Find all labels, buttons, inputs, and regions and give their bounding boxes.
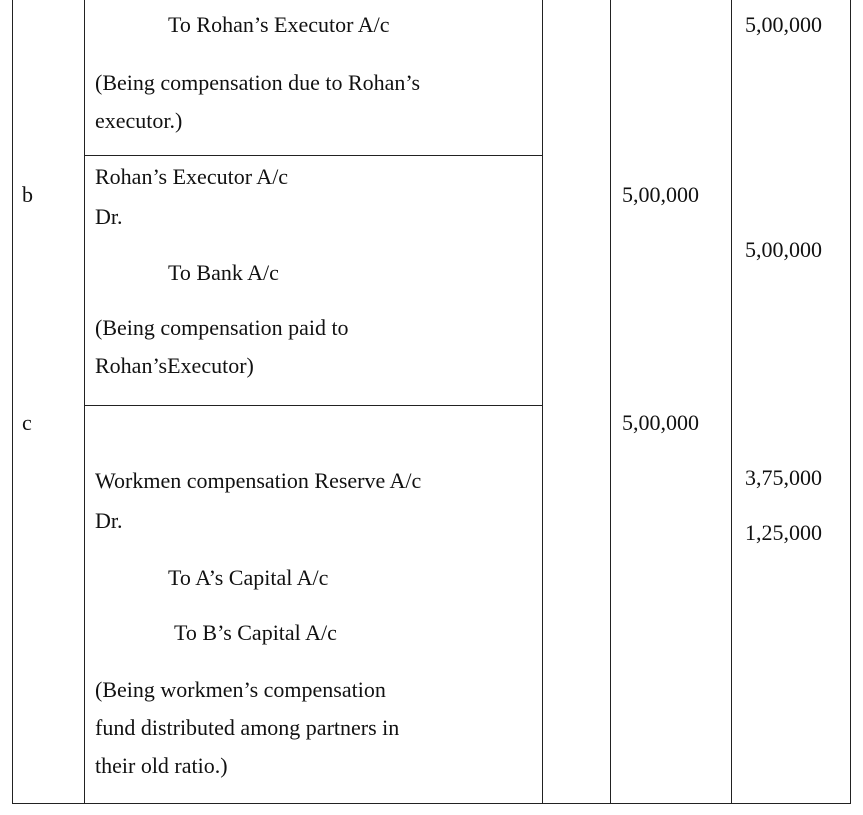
entry-label: c bbox=[22, 410, 32, 435]
credit-amount: 5,00,000 bbox=[745, 237, 822, 262]
entry-divider-1 bbox=[84, 155, 543, 156]
credit-amount: 3,75,000 bbox=[745, 465, 822, 490]
entry-label: b bbox=[22, 182, 33, 207]
entry-credit-line: To B’s Capital A/c bbox=[174, 620, 337, 645]
entry-credit-line: To Rohan’s Executor A/c bbox=[168, 12, 390, 37]
column-divider-label bbox=[84, 0, 85, 804]
entry-narration-line: their old ratio.) bbox=[95, 753, 228, 778]
table-border-left bbox=[12, 0, 13, 804]
entry-narration-line: (Being compensation paid to bbox=[95, 315, 349, 340]
entry-narration-line: Rohan’sExecutor) bbox=[95, 353, 254, 378]
entry-dr-marker: Dr. bbox=[95, 204, 123, 229]
entry-credit-line: To Bank A/c bbox=[168, 260, 279, 285]
entry-divider-2 bbox=[84, 405, 543, 406]
column-divider-debit bbox=[731, 0, 732, 804]
credit-amount: 5,00,000 bbox=[745, 12, 822, 37]
credit-amount: 1,25,000 bbox=[745, 520, 822, 545]
entry-debit-line: Rohan’s Executor A/c bbox=[95, 164, 289, 189]
entry-credit-line: To A’s Capital A/c bbox=[168, 565, 329, 590]
column-divider-lf bbox=[610, 0, 611, 804]
entry-narration-line: fund distributed among partners in bbox=[95, 715, 400, 740]
entry-dr-marker: Dr. bbox=[95, 508, 123, 533]
entry-debit-line: Workmen compensation Reserve A/c bbox=[95, 468, 422, 493]
entry-narration-line: executor.) bbox=[95, 108, 183, 133]
entry-narration-line: (Being compensation due to Rohan’s bbox=[95, 70, 421, 95]
column-divider-particulars bbox=[542, 0, 543, 804]
table-border-right bbox=[850, 0, 851, 804]
entry-narration-line: (Being workmen’s compensation bbox=[95, 677, 386, 702]
table-border-bottom bbox=[12, 803, 851, 804]
debit-amount: 5,00,000 bbox=[622, 182, 699, 207]
debit-amount: 5,00,000 bbox=[622, 410, 699, 435]
